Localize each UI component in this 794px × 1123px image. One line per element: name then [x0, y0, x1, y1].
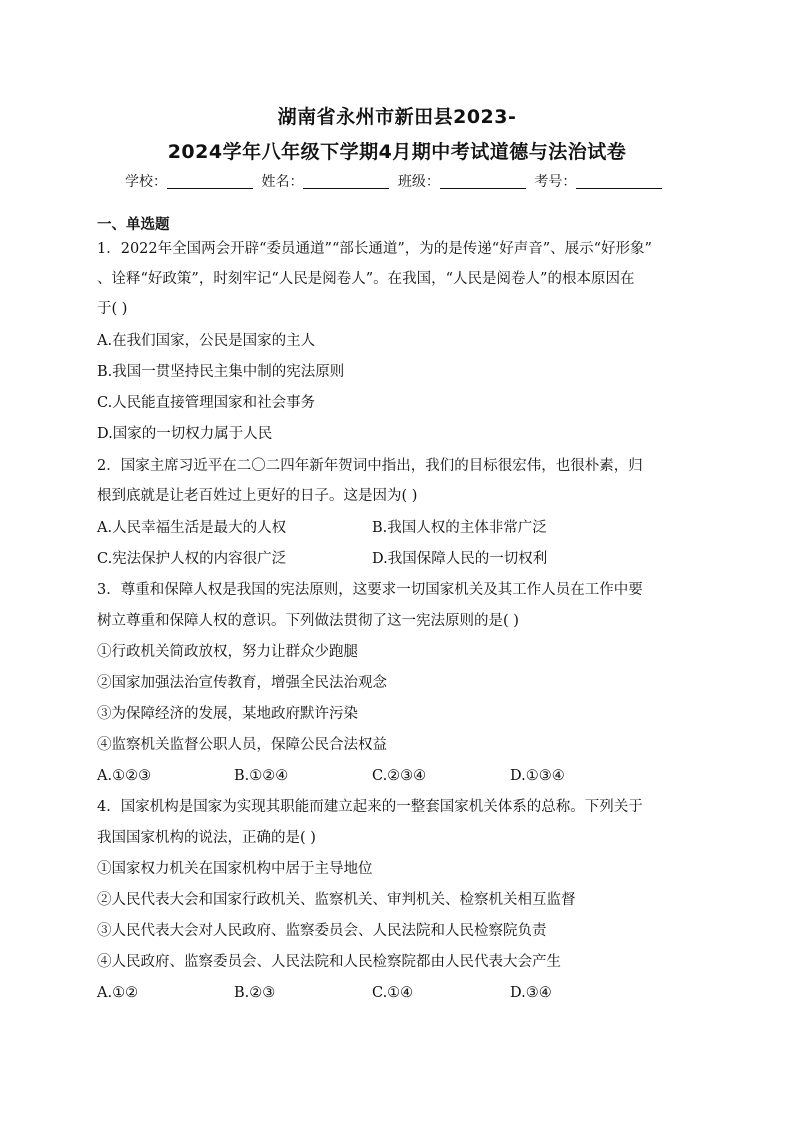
question-1-option-d[interactable]: D.国家的一切权力属于人民	[97, 426, 273, 442]
question-1-option-c[interactable]: C.人民能直接管理国家和社会事务	[97, 395, 316, 411]
field-school-blank[interactable]	[167, 174, 253, 189]
question-4-statement-2: ②人民代表大会和国家行政机关、监察机关、审判机关、检察机关相互监督	[97, 892, 576, 908]
question-3-statement-3: ③为保障经济的发展，某地政府默许污染	[97, 706, 358, 722]
question-4-statement-4: ④人民政府、监察委员会、人民法院和人民检察院都由人民代表大会产生	[97, 954, 561, 970]
question-1-option-b[interactable]: B.我国一贯坚持民主集中制的宪法原则	[97, 364, 345, 380]
section-heading: 一、单选题	[97, 217, 170, 233]
question-3-line-1: 3．尊重和保障人权是我国的宪法原则，这要求一切国家机关及其工作人员在工作中要	[97, 582, 643, 598]
question-1-option-a[interactable]: A.在我们国家，公民是国家的主人	[97, 333, 316, 349]
question-2-line-2: 根到底就是让老百姓过上更好的日子。这是因为( )	[97, 488, 418, 504]
question-3-option-b[interactable]: B.①②④	[234, 768, 289, 784]
question-3-option-a[interactable]: A.①②③	[97, 768, 152, 784]
question-1-line-3: 于( )	[97, 301, 128, 317]
field-name-blank[interactable]	[303, 174, 389, 189]
field-number-blank[interactable]	[576, 174, 662, 189]
question-1-line-1: 1．2022年全国两会开辟“委员通道”“部长通道”，为的是传递“好声音”、展示“好形象”	[97, 241, 652, 257]
question-2-option-c[interactable]: C.宪法保护人权的内容很广泛	[97, 551, 287, 567]
page-title-line1: 湖南省永州市新田县2023-	[277, 106, 517, 128]
question-1-line-2: 、诠释“好政策”，时刻牢记“人民是阅卷人”。在我国，“人民是阅卷人”的根本原因在	[97, 271, 635, 287]
student-info-row	[125, 171, 685, 191]
question-3-option-d[interactable]: D.①③④	[510, 768, 565, 784]
question-3-statement-4: ④监察机关监督公职人员，保障公民合法权益	[97, 737, 387, 753]
question-4-line-1: 4．国家机构是国家为实现其职能而建立起来的一整套国家机关体系的总称。下列关于	[97, 799, 643, 815]
question-3-line-2: 树立尊重和保障人权的意识。下列做法贯彻了这一宪法原则的是( )	[97, 613, 519, 629]
question-2-line-1: 2．国家主席习近平在二〇二四年新年贺词中指出，我们的目标很宏伟，也很朴素，归	[97, 458, 643, 474]
question-4-line-2: 我国国家机构的说法，正确的是( )	[97, 830, 316, 846]
question-4-option-d[interactable]: D.③④	[510, 985, 552, 1001]
question-4-option-b[interactable]: B.②③	[234, 985, 276, 1001]
question-3-option-c[interactable]: C.②③④	[372, 768, 427, 784]
field-name-label: 姓名：	[261, 174, 304, 190]
field-class-blank[interactable]	[440, 174, 526, 189]
question-2-option-b[interactable]: B.我国人权的主体非常广泛	[372, 520, 547, 536]
question-2-option-a[interactable]: A.人民幸福生活是最大的人权	[97, 520, 287, 536]
question-3-statement-2: ②国家加强法治宣传教育，增强全民法治观念	[97, 675, 387, 691]
question-4-statement-1: ①国家权力机关在国家机构中居于主导地位	[97, 861, 373, 877]
question-4-statement-3: ③人民代表大会对人民政府、监察委员会、人民法院和人民检察院负责	[97, 923, 547, 939]
field-class-label: 班级：	[397, 174, 440, 190]
field-number-label: 考号：	[534, 174, 577, 190]
question-4-option-c[interactable]: C.①④	[372, 985, 414, 1001]
field-school-label: 学校：	[125, 174, 167, 190]
question-2-option-d[interactable]: D.我国保障人民的一切权利	[372, 551, 548, 567]
page-title-line2: 2024学年八年级下学期4月期中考试道德与法治试卷	[167, 141, 627, 163]
question-3-statement-1: ①行政机关简政放权，努力让群众少跑腿	[97, 644, 358, 660]
question-4-option-a[interactable]: A.①②	[97, 985, 139, 1001]
